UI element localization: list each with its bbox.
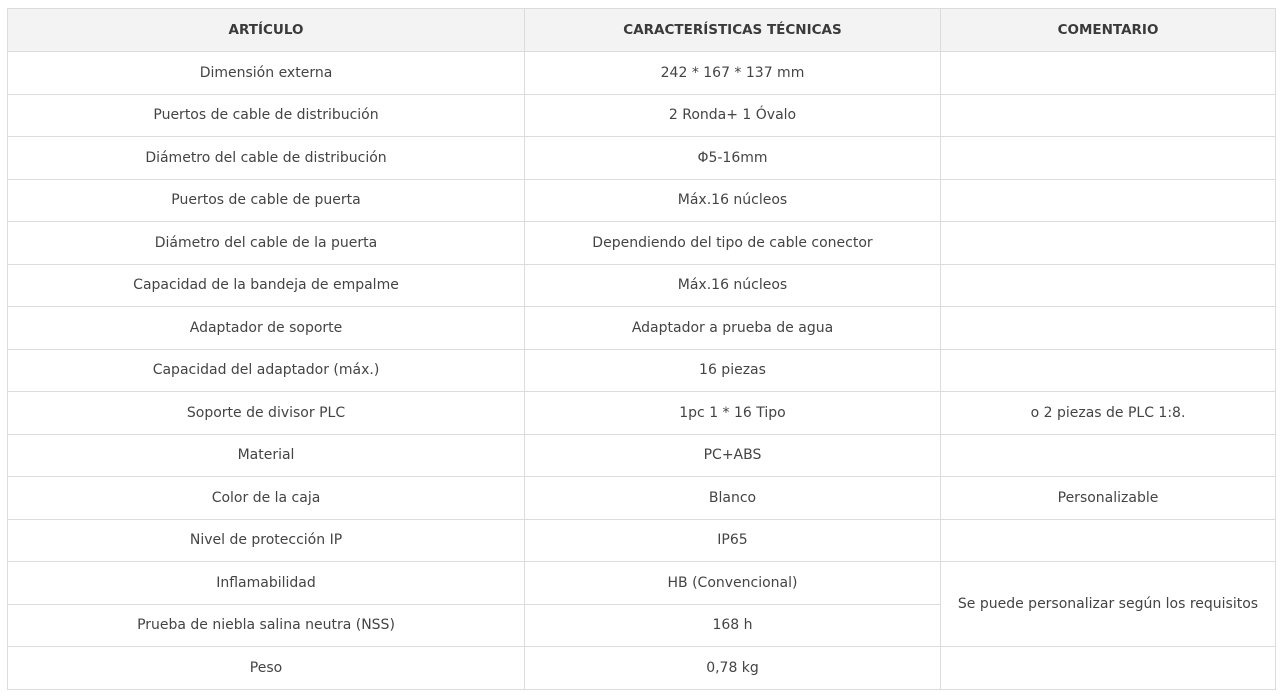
comment-cell [941, 264, 1276, 307]
spec-cell: Adaptador a prueba de agua [525, 307, 941, 350]
item-cell: Material [8, 434, 525, 477]
comment-cell [941, 222, 1276, 265]
table-body [8, 52, 1276, 690]
table-row [8, 434, 1276, 477]
comment-cell [941, 519, 1276, 562]
table-row [8, 222, 1276, 265]
spec-cell: 168 h [525, 604, 941, 647]
item-cell: Dimensión externa [8, 52, 525, 95]
table-row [8, 562, 1276, 605]
header-articulo: ARTÍCULO [8, 9, 525, 52]
comment-cell-merged: Se puede personalizar según los requisitos [941, 562, 1276, 647]
item-cell: Color de la caja [8, 477, 525, 520]
table-row [8, 179, 1276, 222]
spec-cell: Máx.16 núcleos [525, 264, 941, 307]
spec-cell: Dependiendo del tipo de cable conector [525, 222, 941, 265]
comment-cell [941, 434, 1276, 477]
header-row [8, 9, 1276, 52]
spec-cell: 0,78 kg [525, 647, 941, 690]
item-cell: Inflamabilidad [8, 562, 525, 605]
item-cell: Diámetro del cable de la puerta [8, 222, 525, 265]
table-row [8, 52, 1276, 95]
item-cell: Prueba de niebla salina neutra (NSS) [8, 604, 525, 647]
spec-cell: 2 Ronda+ 1 Óvalo [525, 94, 941, 137]
table-header [8, 9, 1276, 52]
comment-cell [941, 307, 1276, 350]
spec-cell: PC+ABS [525, 434, 941, 477]
comment-cell [941, 647, 1276, 690]
item-cell: Adaptador de soporte [8, 307, 525, 350]
item-cell: Diámetro del cable de distribución [8, 137, 525, 180]
table-row [8, 519, 1276, 562]
item-cell: Puertos de cable de puerta [8, 179, 525, 222]
spec-cell: Blanco [525, 477, 941, 520]
comment-cell [941, 349, 1276, 392]
item-cell: Soporte de divisor PLC [8, 392, 525, 435]
spec-cell: 16 piezas [525, 349, 941, 392]
header-comentario: COMENTARIO [941, 9, 1276, 52]
spec-cell: IP65 [525, 519, 941, 562]
spec-cell: Φ5-16mm [525, 137, 941, 180]
table-row [8, 264, 1276, 307]
spec-cell: 1pc 1 * 16 Tipo [525, 392, 941, 435]
header-caracteristicas: CARACTERÍSTICAS TÉCNICAS [525, 9, 941, 52]
spec-cell: 242 * 167 * 137 mm [525, 52, 941, 95]
comment-cell: Personalizable [941, 477, 1276, 520]
spec-cell: Máx.16 núcleos [525, 179, 941, 222]
table-row [8, 647, 1276, 690]
comment-cell [941, 179, 1276, 222]
comment-cell [941, 94, 1276, 137]
item-cell: Capacidad del adaptador (máx.) [8, 349, 525, 392]
comment-cell [941, 137, 1276, 180]
table-row [8, 94, 1276, 137]
table-row [8, 392, 1276, 435]
table-row [8, 349, 1276, 392]
spec-cell: HB (Convencional) [525, 562, 941, 605]
table-row [8, 307, 1276, 350]
item-cell: Nivel de protección IP [8, 519, 525, 562]
comment-cell: o 2 piezas de PLC 1:8. [941, 392, 1276, 435]
item-cell: Puertos de cable de distribución [8, 94, 525, 137]
table-row [8, 477, 1276, 520]
spec-table [7, 8, 1276, 690]
item-cell: Peso [8, 647, 525, 690]
comment-cell [941, 52, 1276, 95]
table-row [8, 137, 1276, 180]
item-cell: Capacidad de la bandeja de empalme [8, 264, 525, 307]
